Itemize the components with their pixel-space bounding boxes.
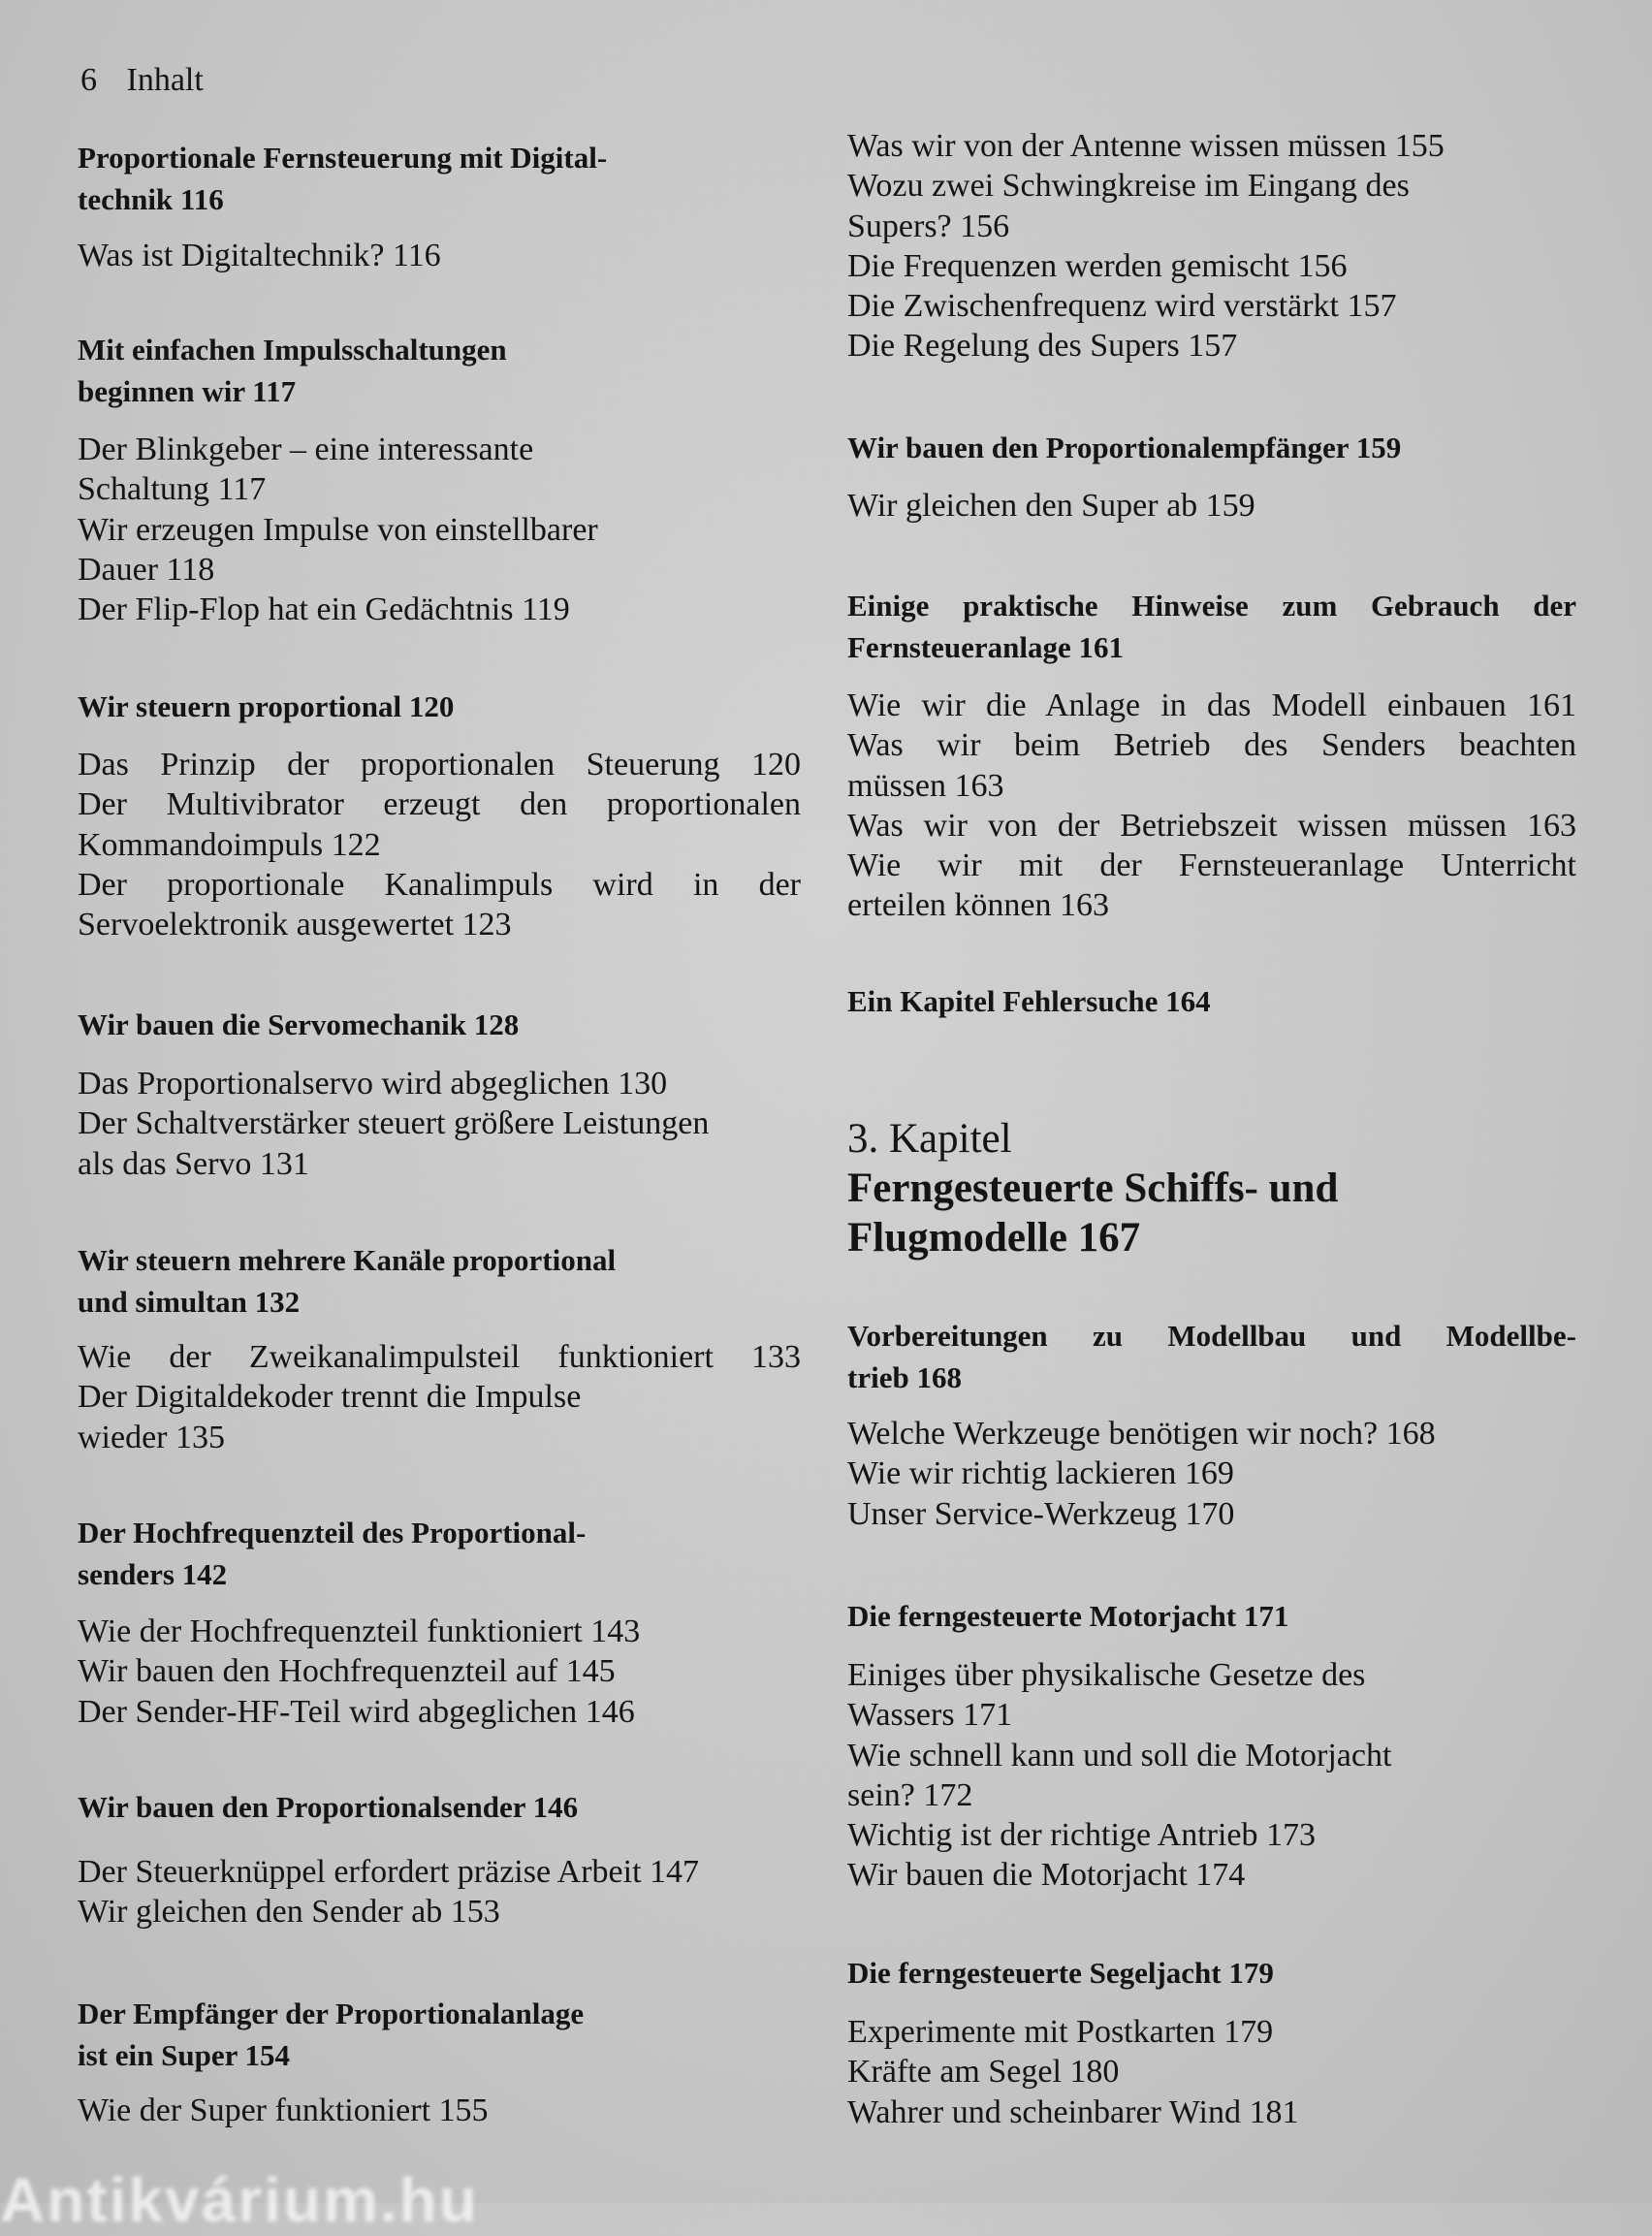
toc-entries	[78, 236, 801, 275]
toc-entry-line: Wie der Super funktioniert 155	[78, 2092, 489, 2128]
heading-line: Die ferngesteuerte Segeljacht 179	[847, 1956, 1274, 1990]
toc-entry-line: Der Digitaldekoder trennt die Impulse	[78, 1379, 582, 1416]
toc-entries	[78, 745, 801, 944]
toc-entry-line: Kommandoimpuls 122	[78, 826, 381, 863]
toc-entry-line: Experimente mit Postkarten 179	[847, 2014, 1274, 2050]
toc-entry-line: Der Blinkgeber – eine interessante	[78, 431, 534, 467]
toc-entry-line: Dauer 118	[78, 551, 215, 588]
heading-line: trieb 168	[847, 1360, 962, 1394]
section-heading	[78, 137, 801, 220]
toc-entry-line: Wir gleichen den Sender ab 153	[78, 1894, 500, 1931]
toc-entry-line: Servoelektronik ausgewertet 123	[78, 907, 512, 943]
toc-entry-line: Einiges über physikalische Gesetze des	[847, 1657, 1366, 1693]
heading-line: ist ein Super 154	[78, 2038, 291, 2072]
toc-entry-line: Welche Werkzeuge benötigen wir noch? 168	[847, 1416, 1436, 1452]
toc-entry-line: Der Sender-HF-Teil wird abgeglichen 146	[78, 1693, 635, 1730]
toc-entry-line: Wichtig ist der richtige Antrieb 173	[847, 1817, 1317, 1854]
heading-line: Der Empfänger der Proportionalanlage	[78, 1996, 585, 2030]
toc-entry-line: Wir bauen die Motorjacht 174	[847, 1857, 1246, 1894]
toc-entry-line: erteilen können 163	[847, 887, 1110, 924]
toc-entries	[847, 1414, 1576, 1534]
heading-line: und simultan 132	[78, 1285, 301, 1319]
toc-entries	[78, 1852, 801, 1933]
toc-entries	[847, 126, 1576, 367]
chapter-title-line: Ferngesteuerte Schiffs- und	[847, 1166, 1339, 1211]
toc-entry-line: Wie wir mit der Fernsteueranlage Unterricht	[847, 847, 1576, 884]
toc-entry-line: wieder 135	[78, 1419, 226, 1455]
toc-entries	[847, 486, 1576, 526]
section-heading	[78, 1786, 801, 1828]
toc-entry-line: Wir gleichen den Super ab 159	[847, 488, 1255, 524]
toc-entries	[847, 2012, 1576, 2132]
heading-line: Proportionale Fernsteuerung mit Digital-	[78, 141, 608, 175]
toc-entry-line: Der proportionale Kanalimpuls wird in der	[78, 866, 801, 903]
heading-line: Einige praktische Hinweise zum Gebrauch der	[847, 589, 1576, 623]
section-heading	[847, 1315, 1576, 1398]
toc-entry-line: Was ist Digitaltechnik? 116	[78, 238, 441, 273]
toc-entries	[847, 686, 1576, 926]
section-heading	[847, 585, 1576, 668]
toc-entry-line: Wir erzeugen Impulse von einstellbarer	[78, 511, 598, 548]
page-number: 6	[80, 62, 97, 98]
toc-entry-line: Was wir von der Betriebszeit wissen müssen 163	[847, 807, 1576, 844]
toc-entries	[78, 1337, 801, 1457]
toc-entry-line: Der Multivibrator erzeugt den proportionalen	[78, 786, 801, 823]
toc-entry-line: Supers? 156	[847, 208, 1010, 244]
section-heading	[78, 1512, 801, 1595]
heading-line: Wir bauen den Proportionalsender 146	[78, 1790, 579, 1824]
section-heading	[847, 1952, 1576, 1994]
heading-line: Wir bauen die Servomechanik 128	[78, 1007, 520, 1041]
toc-entries	[78, 1064, 801, 1184]
section-heading	[847, 427, 1576, 468]
toc-entry-line: Wie wir richtig lackieren 169	[847, 1455, 1234, 1492]
toc-entry-line: Unser Service-Werkzeug 170	[847, 1495, 1235, 1532]
toc-entries	[847, 1655, 1576, 1896]
toc-entry-line: Die Zwischenfrequenz wird verstärkt 157	[847, 288, 1397, 325]
toc-entry-line: Wie der Zweikanalimpulsteil funktioniert 133	[78, 1339, 801, 1375]
section-heading	[78, 1993, 801, 2076]
chapter-title-line: Flugmodelle 167	[847, 1215, 1141, 1261]
toc-entry-line: Der Steuerknüppel erfordert präzise Arbeit 147	[78, 1854, 700, 1890]
toc-entries	[78, 430, 801, 629]
section-heading	[847, 980, 1576, 1022]
toc-entry-line: Wassers 171	[847, 1697, 1013, 1734]
toc-entry-line: Wie wir die Anlage in das Modell einbauen 161	[847, 687, 1576, 723]
toc-entry-line: sein? 172	[847, 1776, 973, 1813]
toc-entries	[78, 1612, 801, 1732]
running-header	[80, 60, 204, 100]
heading-line: Wir bauen den Proportionalempfänger 159	[847, 431, 1402, 464]
heading-line: beginnen wir 117	[78, 374, 297, 408]
toc-entry-line: müssen 163	[847, 767, 1004, 804]
heading-line: Wir steuern mehrere Kanäle proportional	[78, 1243, 617, 1277]
section-heading	[78, 1239, 801, 1323]
watermark-logo: Antikvárium.hu	[0, 2165, 479, 2235]
toc-entry-line: Wir bauen den Hochfrequenzteil auf 145	[78, 1653, 616, 1690]
section-heading	[78, 1004, 801, 1045]
section-heading	[78, 329, 801, 412]
heading-line: Mit einfachen Impulsschaltungen	[78, 333, 507, 367]
toc-entry-line: Was wir von der Antenne wissen müssen 155	[847, 128, 1445, 164]
chapter-heading	[847, 1114, 1576, 1262]
toc-entry-line: Das Proportionalservo wird abgeglichen 130	[78, 1066, 668, 1102]
toc-entry-line: Der Flip-Flop hat ein Gedächtnis 119	[78, 591, 570, 628]
heading-line: senders 142	[78, 1557, 228, 1591]
chapter-title-line: 3. Kapitel	[847, 1116, 1012, 1162]
toc-entry-line: Die Frequenzen werden gemischt 156	[847, 247, 1348, 284]
toc-entry-line: Wie schnell kann und soll die Motorjacht	[847, 1737, 1392, 1773]
toc-entry-line: Wie der Hochfrequenzteil funktioniert 143	[78, 1613, 641, 1649]
heading-line: Die ferngesteuerte Motorjacht 171	[847, 1599, 1289, 1633]
heading-line: Fernsteueranlage 161	[847, 630, 1124, 664]
heading-line: Der Hochfrequenzteil des Proportional-	[78, 1516, 587, 1549]
toc-entry-line: Was wir beim Betrieb des Senders beachten	[847, 727, 1576, 764]
toc-entries	[78, 2091, 801, 2130]
section-heading	[847, 1595, 1576, 1637]
toc-entry-line: als das Servo 131	[78, 1145, 309, 1182]
toc-entry-line: Wozu zwei Schwingkreise im Eingang des	[847, 168, 1410, 205]
toc-entry-line: Kräfte am Segel 180	[847, 2054, 1120, 2091]
section-heading	[78, 686, 801, 727]
toc-entry-line: Das Prinzip der proportionalen Steuerung 120	[78, 747, 801, 783]
toc-entry-line: Wahrer und scheinbarer Wind 181	[847, 2093, 1299, 2130]
toc-entry-line: Der Schaltverstärker steuert größere Leistungen	[78, 1105, 710, 1142]
toc-entry-line: Die Regelung des Supers 157	[847, 328, 1238, 365]
heading-line: Ein Kapitel Fehlersuche 164	[847, 984, 1211, 1018]
running-title: Inhalt	[126, 62, 204, 98]
heading-line: Vorbereitungen zu Modellbau und Modellbe-	[847, 1319, 1576, 1353]
heading-line: Wir steuern proportional 120	[78, 689, 455, 723]
heading-line: technik 116	[78, 182, 224, 216]
toc-entry-line: Schaltung 117	[78, 471, 267, 508]
